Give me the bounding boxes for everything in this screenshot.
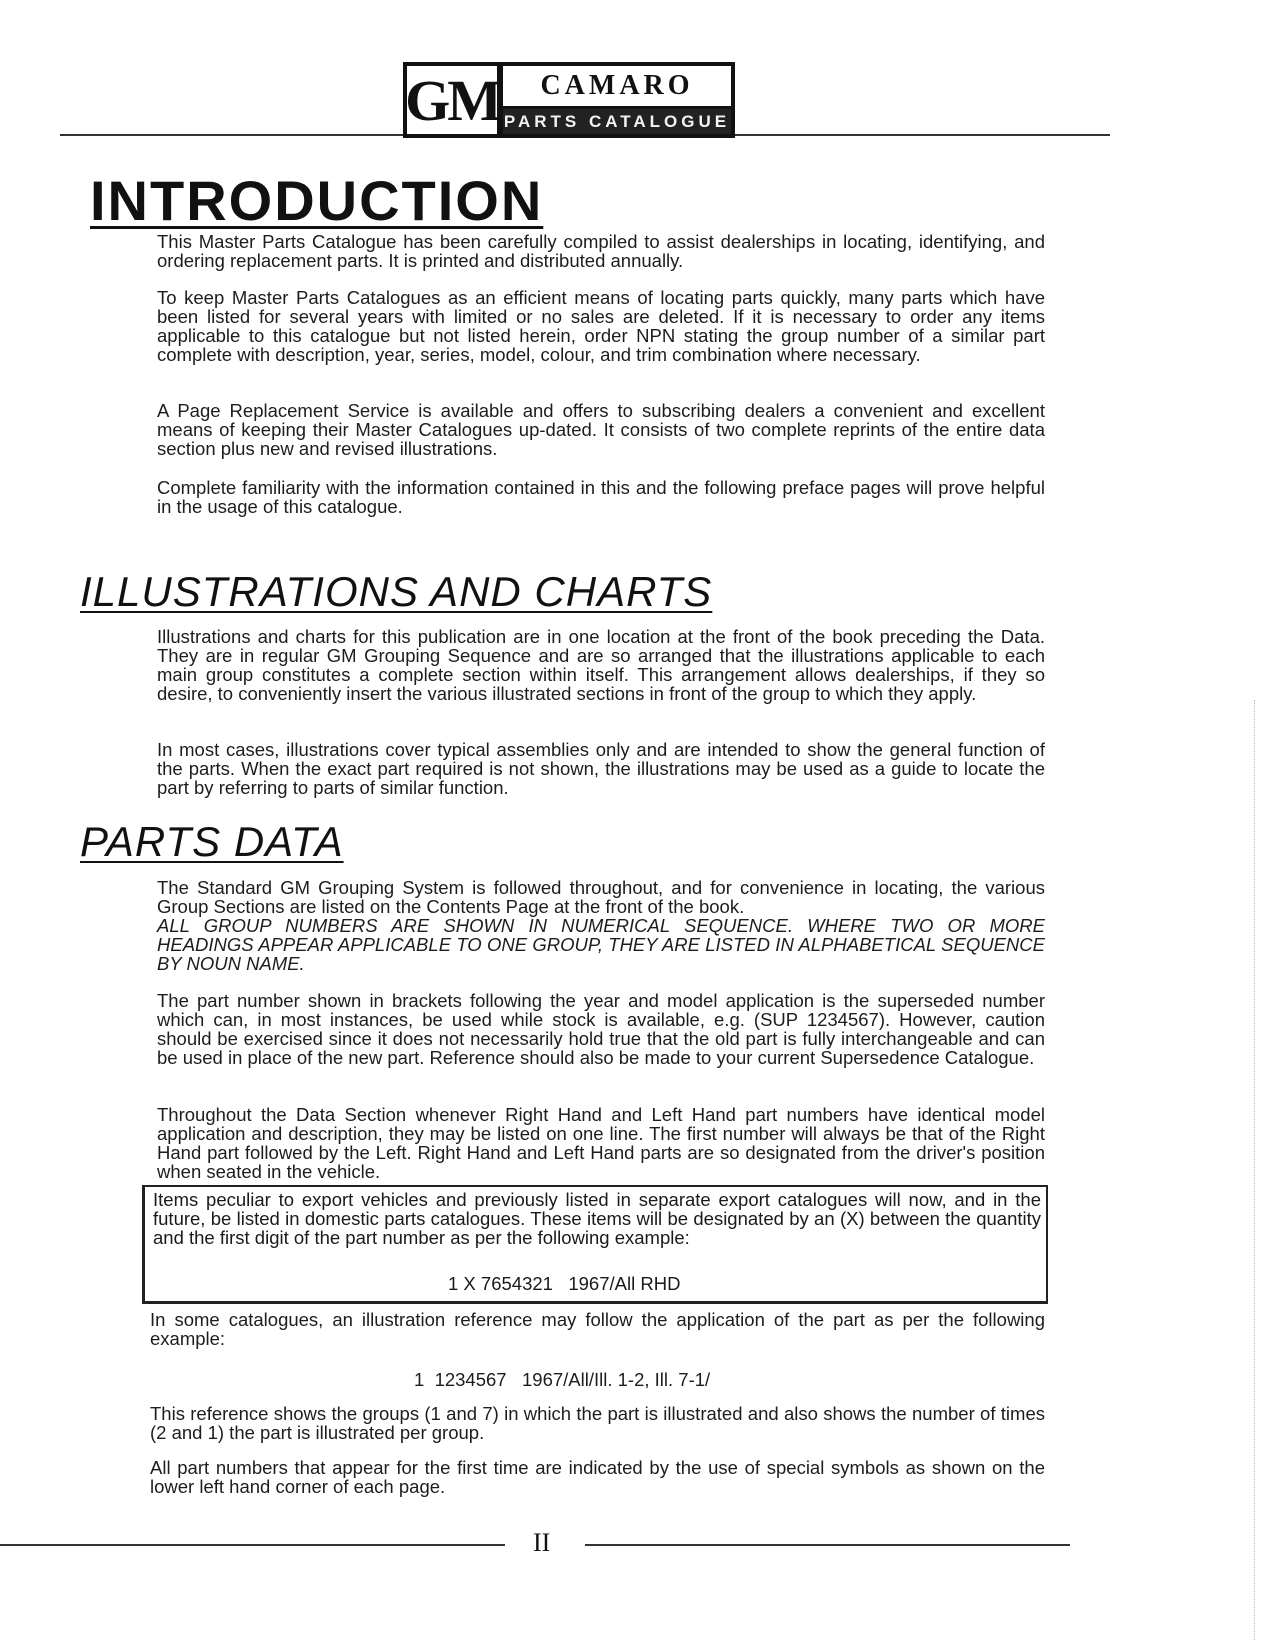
intro-paragraph: This Master Parts Catalogue has been carefully compiled to assist dealerships in locating, identifying, and ordering replacement parts. It is printed and distributed annually.	[157, 231, 1045, 271]
introduction-heading: INTRODUCTION	[90, 169, 544, 232]
intro-paragraph: Complete familiarity with the information contained in this and the following preface pages will prove helpful in the usage of this catalogue.	[157, 477, 1045, 517]
catalogue-label: PARTS CATALOGUE	[503, 109, 731, 134]
camaro-title-box	[501, 62, 735, 138]
page-number: II	[533, 1528, 551, 1557]
illustrations-heading: ILLUSTRATIONS AND CHARTS	[80, 568, 713, 615]
illustration-reference-example: 1 1234567 1967/All/Ill. 1-2, Ill. 7-1/	[414, 1369, 711, 1390]
parts-data-paragraph: This reference shows the groups (1 and 7) in which the part is illustrated and also shows the number of times (2 and 1) the part is illustrated per group.	[150, 1403, 1045, 1443]
intro-paragraph: To keep Master Parts Catalogues as an efficient means of locating parts quickly, many parts which have been listed for several years with limited or no sales are deleted. If it is necessary to order any items applicable to this catalogue but not listed herein, order NPN stating the group number of a similar part complete with description, year, series, model, colour, and trim combination where necessary.	[157, 287, 1045, 365]
export-note-text: Items peculiar to export vehicles and previously listed in separate export catalogues will now, and in the future, be listed in domestic parts catalogues. These items will be designated by an (X) between the quantity and the first digit of the part number as per the following example:	[153, 1189, 1041, 1248]
export-note-box	[142, 1185, 1048, 1304]
scan-margin-line	[1254, 700, 1255, 1640]
model-name: CAMARO	[503, 66, 731, 109]
illustrations-paragraph: In most cases, illustrations cover typical assemblies only and are intended to show the general function of the parts. When the exact part required is not shown, the illustrations may be used as a guide to locate the part by referring to parts of similar function.	[157, 739, 1045, 798]
footer-rule	[0, 1544, 505, 1546]
parts-data-heading: PARTS DATA	[80, 818, 344, 865]
footer-rule	[585, 1544, 1070, 1546]
parts-data-paragraph: The part number shown in brackets following the year and model application is the superseded number which can, in most instances, be used while stock is available, e.g. (SUP 1234567). However, caution should be exercised since it does not necessarily hold true that the old part is fully interchangeable and can be used in place of the new part. Reference should also be made to your current Supersedence Catalogue.	[157, 990, 1045, 1068]
parts-data-paragraph: In some catalogues, an illustration reference may follow the application of the part as per the following example:	[150, 1309, 1045, 1349]
parts-data-caps-paragraph: ALL GROUP NUMBERS ARE SHOWN IN NUMERICAL SEQUENCE. WHERE TWO OR MORE HEADINGS APPEAR APPLICABLE TO ONE GROUP, THEY ARE LISTED IN ALPHABETICAL SEQUENCE BY NOUN NAME.	[157, 915, 1045, 974]
illustrations-paragraph: Illustrations and charts for this publication are in one location at the front of the book preceding the Data. They are in regular GM Grouping Sequence and are so arranged that the illustrations applicable to each main group constitutes a complete section within itself. This arrangement allows dealerships, if they so desire, to conveniently insert the various illustrated sections in front of the group to which they apply.	[157, 626, 1045, 704]
export-example: 1 X 7654321 1967/All RHD	[448, 1273, 681, 1294]
parts-data-paragraph: The Standard GM Grouping System is followed throughout, and for convenience in locating, the various Group Sections are listed on the Contents Page at the front of the book.	[157, 877, 1045, 917]
intro-paragraph: A Page Replacement Service is available and offers to subscribing dealers a convenient and excellent means of keeping their Master Catalogues up-dated. It consists of two complete reprints of the entire data section plus new and revised illustrations.	[157, 400, 1045, 459]
parts-data-paragraph: Throughout the Data Section whenever Right Hand and Left Hand part numbers have identical model application and description, they may be listed on one line. The first number will always be that of the Right Hand part followed by the Left. Right Hand and Left Hand parts are so designated from the driver's position when seated in the vehicle.	[157, 1104, 1045, 1182]
gm-camaro-logo	[403, 62, 735, 138]
parts-data-paragraph: All part numbers that appear for the first time are indicated by the use of special symbols as shown on the lower left hand corner of each page.	[150, 1457, 1045, 1497]
gm-logo: GM	[403, 62, 501, 138]
